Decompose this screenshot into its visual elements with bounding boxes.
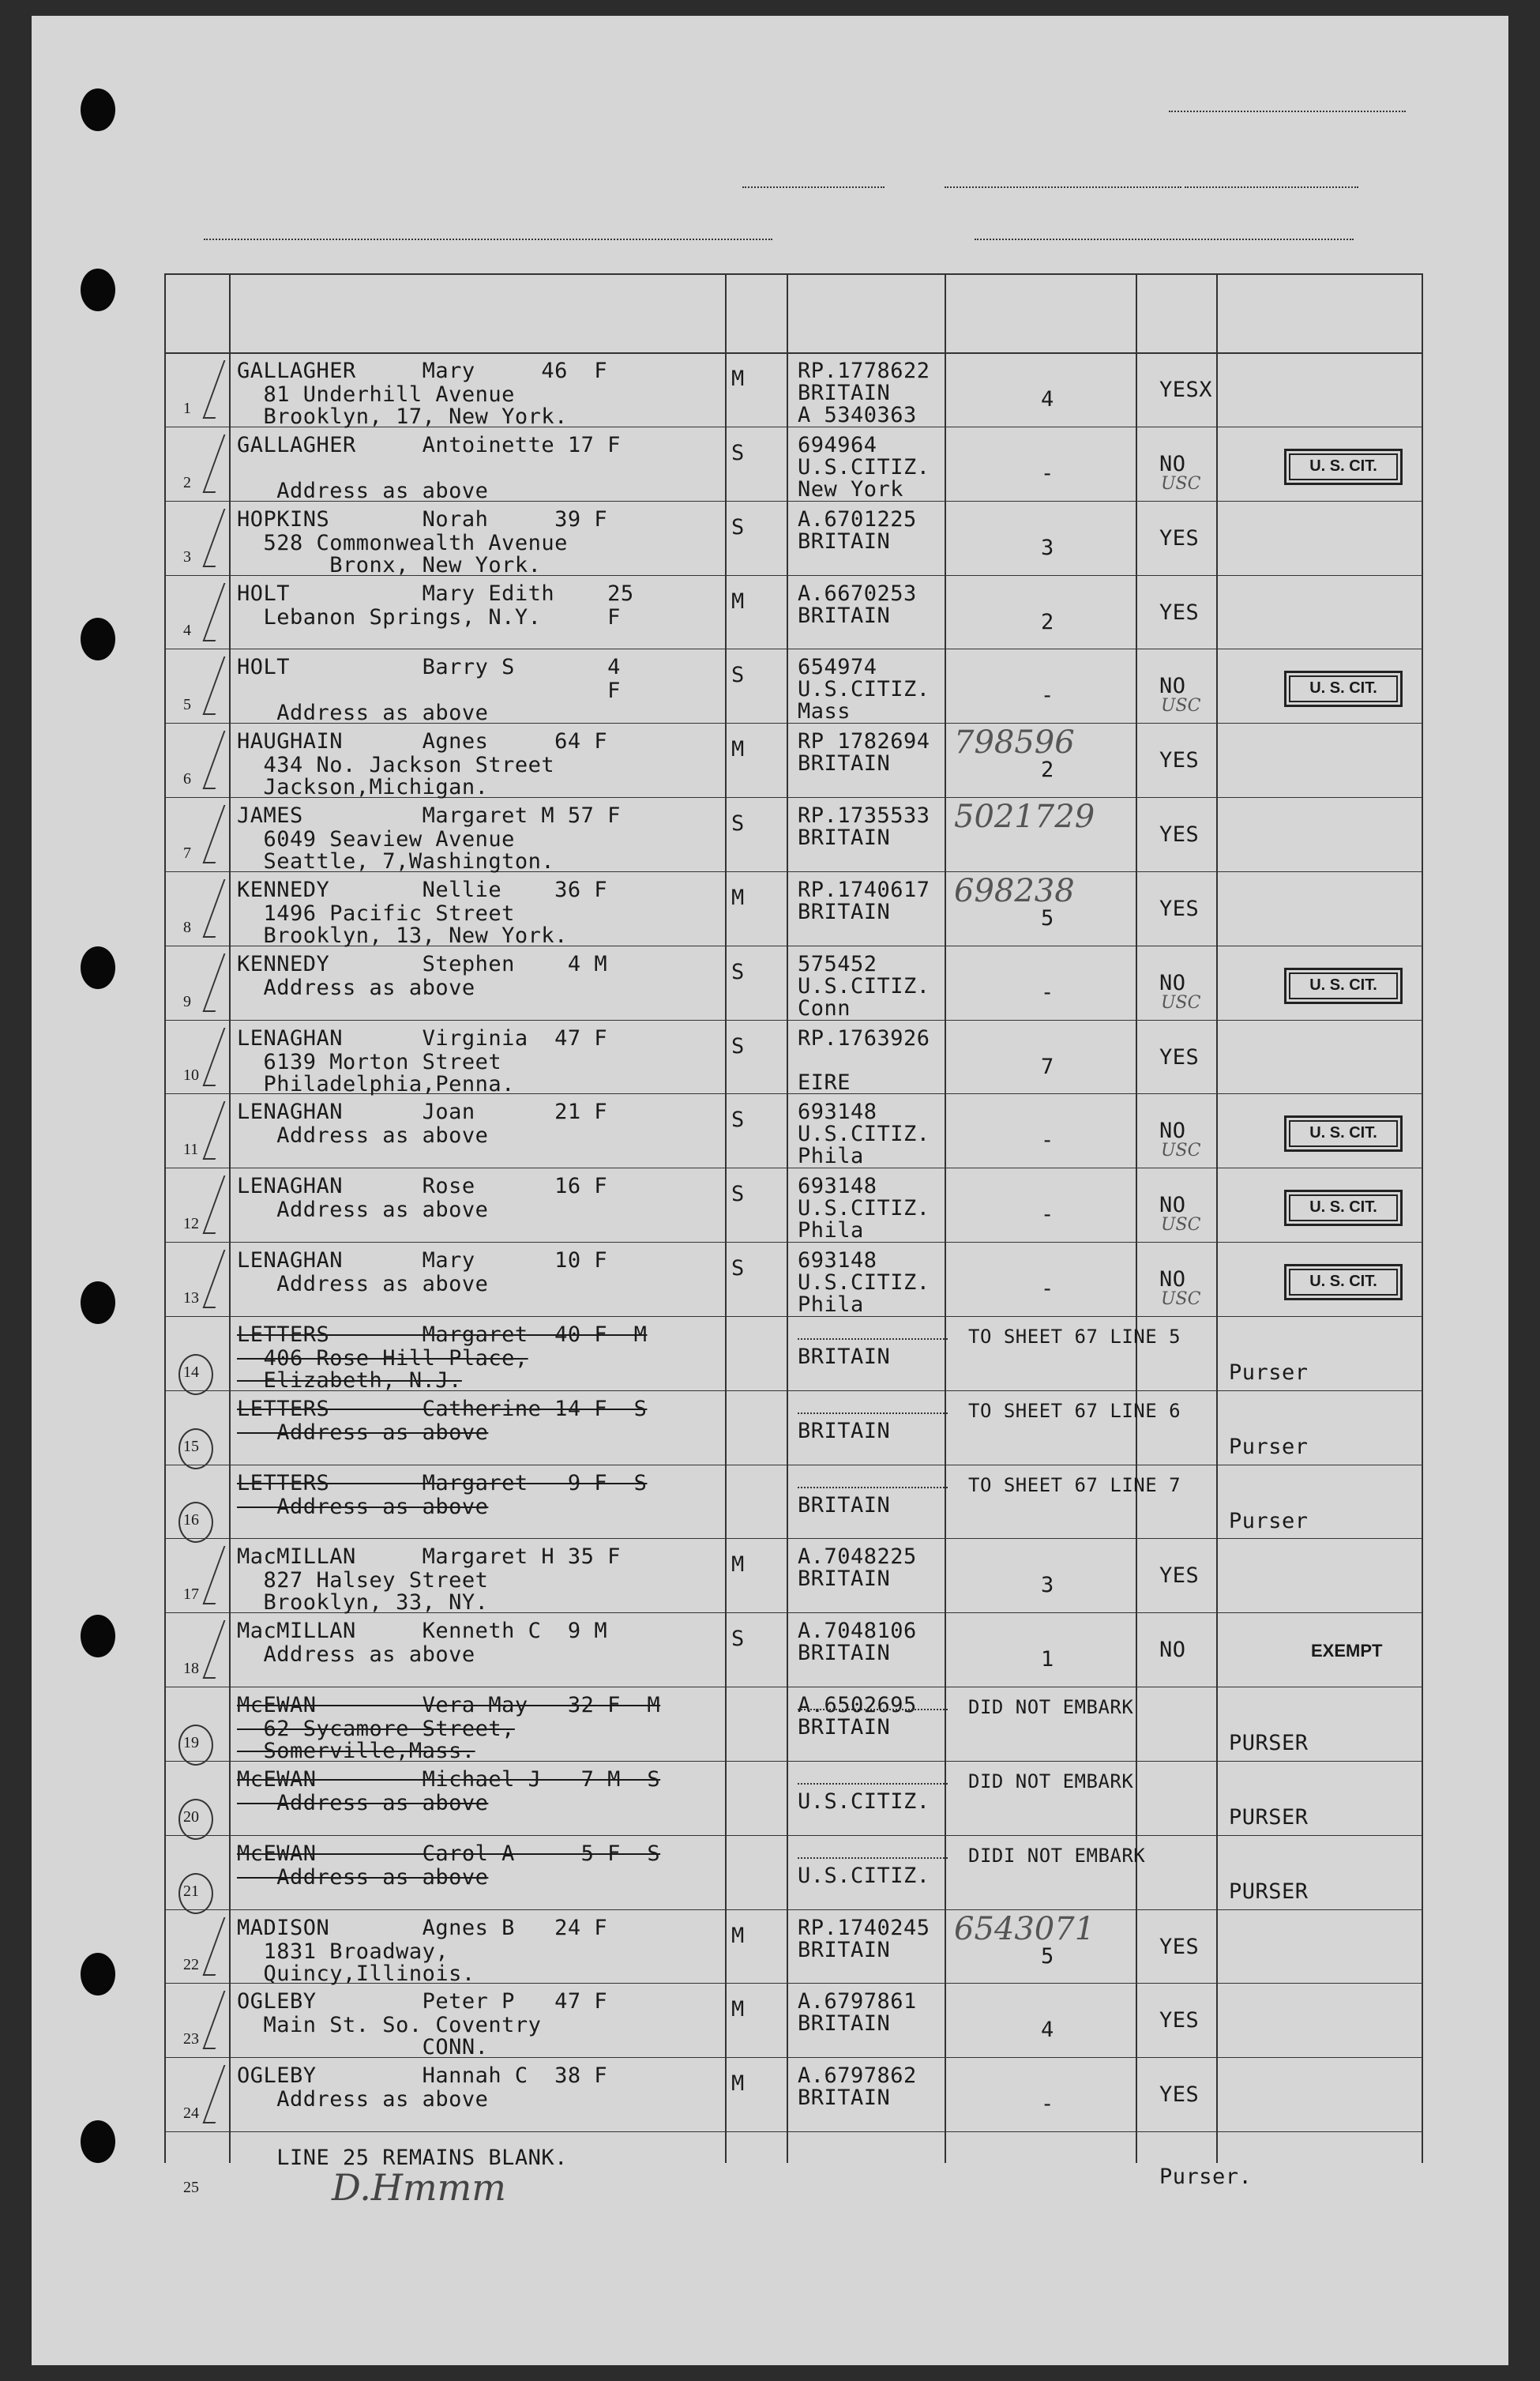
nationality: BRITAIN <box>798 603 891 628</box>
baggage: 5 <box>1041 905 1054 931</box>
passenger-name: GALLAGHER Antoinette 17 F <box>237 432 621 457</box>
line-number: 3 <box>183 547 191 566</box>
row-rule <box>164 1909 1422 1910</box>
binder-hole <box>81 1615 115 1657</box>
head-tax: YES <box>1159 2082 1200 2108</box>
passenger-name: JAMES Margaret M 57 F <box>237 803 621 828</box>
binder-hole <box>81 1281 115 1324</box>
line-number: 14 <box>183 1363 199 1381</box>
passenger-name: OGLEBY Hannah C 38 F <box>237 2063 608 2089</box>
passenger-address: Lebanon Springs, N.Y. F <box>237 604 621 630</box>
strike-dots <box>798 1857 948 1859</box>
baggage: - <box>1041 683 1054 709</box>
row-rule <box>164 1316 1422 1317</box>
passenger-address: Address as above <box>237 1642 475 1668</box>
head-tax: NO <box>1159 970 1186 995</box>
baggage: 3 <box>1041 535 1054 560</box>
passenger-address: 62 Sycamore Street, <box>237 1717 515 1741</box>
line-number: 2 <box>183 473 191 491</box>
column-rule <box>725 273 727 2163</box>
nationality: BRITAIN <box>798 1937 891 1962</box>
baggage: DIDI NOT EMBARK <box>968 1844 1146 1867</box>
marital-status: M <box>731 885 745 910</box>
strike-dots <box>798 1412 948 1414</box>
purser-note: Purser <box>1229 1508 1309 1533</box>
head-tax: YES <box>1159 525 1200 551</box>
baggage: - <box>1041 1202 1054 1228</box>
marital-status: S <box>731 1033 745 1059</box>
baggage: 7 <box>1041 1054 1054 1079</box>
passenger-address: Address as above <box>237 1123 489 1149</box>
column-rule <box>1216 273 1218 2163</box>
baggage: 4 <box>1041 387 1054 412</box>
passenger-name: LETTERS Margaret 9 F S <box>237 1470 648 1495</box>
handwritten-number: 6543071 <box>954 1910 1095 1947</box>
baggage: - <box>1041 2092 1054 2117</box>
passenger-address: 827 Halsey Street <box>237 1568 489 1593</box>
us-cit-stamp: U. S. CIT. <box>1284 671 1403 707</box>
nationality: BRITAIN <box>798 381 891 405</box>
marital-status: S <box>731 514 745 540</box>
table-top-rule <box>164 273 1422 275</box>
passenger-address: 81 Underhill Avenue <box>237 382 515 407</box>
travel-doc-number: RP.1735533 <box>798 803 930 828</box>
baggage: - <box>1041 461 1054 486</box>
column-rule <box>787 273 788 2163</box>
line-circle-mark <box>178 1502 213 1543</box>
binder-hole <box>81 269 115 311</box>
line-number: 5 <box>183 696 191 714</box>
passenger-name: MADISON Agnes B 24 F <box>237 1915 608 1940</box>
passenger-name: LENAGHAN Virginia 47 F <box>237 1025 608 1051</box>
travel-doc-number: 654974 <box>798 655 877 680</box>
passenger-address-2: Somerville,Mass. <box>237 1739 475 1763</box>
line-number: 6 <box>183 770 191 788</box>
baggage: 4 <box>1041 2018 1054 2043</box>
row-rule <box>164 1538 1422 1539</box>
marital-status: S <box>731 811 745 836</box>
column-rule <box>229 273 231 2163</box>
nationality-detail: EIRE <box>798 1070 851 1095</box>
marital-status: S <box>731 1256 745 1281</box>
passenger-name: McEWAN Michael J 7 M S <box>237 1766 661 1792</box>
travel-doc-number: A.7048225 <box>798 1544 917 1570</box>
nationality: BRITAIN <box>798 826 891 850</box>
head-tax: YES <box>1159 896 1200 921</box>
purser-note: PURSER <box>1229 1731 1309 1755</box>
passenger-name: LENAGHAN Joan 21 F <box>237 1100 608 1125</box>
travel-doc-number: RP.1778622 <box>798 359 930 383</box>
passenger-name: OGLEBY Peter P 47 F <box>237 1989 608 2014</box>
baggage: - <box>1041 1277 1054 1301</box>
travel-doc-number: A.6502695 <box>798 1693 917 1717</box>
purser-note: PURSER <box>1229 1879 1309 1904</box>
head-tax: YES <box>1159 1934 1200 1959</box>
binder-hole <box>81 1953 115 1995</box>
strike-dots <box>798 1487 948 1488</box>
passenger-address-2: Philadelphia,Penna. <box>237 1071 515 1096</box>
passenger-address-2: Brooklyn, 33, NY. <box>237 1590 489 1616</box>
binder-hole <box>81 946 115 989</box>
strike-dots <box>798 1709 948 1710</box>
head-tax: NO <box>1159 1193 1186 1218</box>
passenger-name: HOPKINS Norah 39 F <box>237 506 608 532</box>
baggage: TO SHEET 67 LINE 5 <box>968 1325 1181 1348</box>
column-rule <box>164 273 166 2163</box>
us-cit-stamp: U. S. CIT. <box>1284 1190 1403 1226</box>
head-tax: YESX <box>1159 378 1213 402</box>
us-cit-stamp: U. S. CIT. <box>1284 449 1403 485</box>
header-rule <box>164 352 1422 354</box>
binder-hole <box>81 2120 115 2163</box>
nationality: BRITAIN <box>798 2086 891 2111</box>
marital-status: M <box>731 2071 745 2097</box>
travel-doc-number: RP.1740617 <box>798 877 930 902</box>
strike-dots <box>798 1338 948 1340</box>
nationality: BRITAIN <box>798 528 891 554</box>
line-circle-mark <box>178 1725 213 1766</box>
nationality: BRITAIN <box>798 899 891 924</box>
marital-status: M <box>731 737 745 762</box>
passenger-address-2: Quincy,Illinois. <box>237 1961 475 1986</box>
nationality: BRITAIN <box>798 1418 891 1443</box>
passenger-name: HAUGHAIN Agnes 64 F <box>237 729 608 754</box>
head-tax: YES <box>1159 2008 1200 2033</box>
passenger-address: 6049 Seaview Avenue <box>237 827 515 852</box>
travel-doc-number: RP 1782694 <box>798 729 930 754</box>
passenger-address: Main St. So. Coventry <box>237 2013 542 2038</box>
passenger-name: LENAGHAN Rose 16 F <box>237 1174 608 1199</box>
passenger-name: HOLT Barry S 4 <box>237 655 621 680</box>
passenger-address-2: CONN. <box>237 2035 489 2060</box>
passenger-address: Address as above <box>237 2087 489 2112</box>
passenger-name: McEWAN Vera May 32 F M <box>237 1693 661 1717</box>
us-cit-stamp: U. S. CIT. <box>1284 968 1403 1004</box>
baggage: TO SHEET 67 LINE 7 <box>968 1473 1181 1496</box>
passenger-name: KENNEDY Stephen 4 M <box>237 951 608 976</box>
baggage: DID NOT EMBARK <box>968 1696 1134 1718</box>
usc-note: USC <box>1161 1289 1201 1309</box>
nationality: U.S.CITIZ. <box>798 973 930 999</box>
head-tax: NO <box>1159 674 1186 699</box>
passenger-name: McEWAN Carol A 5 F S <box>237 1841 661 1866</box>
line-number: 15 <box>183 1437 199 1455</box>
travel-doc-number: 575452 <box>798 951 877 976</box>
marital-status: M <box>731 1552 745 1578</box>
baggage: 2 <box>1041 609 1054 634</box>
passenger-address: 1831 Broadway, <box>237 1939 449 1964</box>
nationality: U.S.CITIZ. <box>798 1122 930 1147</box>
marital-status: S <box>731 959 745 984</box>
baggage: 5 <box>1041 1943 1054 1969</box>
baggage: 3 <box>1041 1573 1054 1598</box>
line-number: 17 <box>183 1585 199 1604</box>
travel-doc-number: A.6701225 <box>798 506 917 532</box>
handwritten-number: 5021729 <box>954 799 1095 835</box>
nationality-detail: Phila <box>798 1292 864 1317</box>
passenger-address-2: Brooklyn, 17, New York. <box>237 404 568 429</box>
travel-doc-number: A.6670253 <box>798 581 917 606</box>
line-number: 1 <box>183 399 191 417</box>
line-number: 16 <box>183 1511 199 1529</box>
line-number: 19 <box>183 1733 199 1751</box>
column-rule <box>945 273 946 2163</box>
passenger-address: Address as above <box>237 1198 489 1223</box>
nationality: U.S.CITIZ. <box>798 677 930 702</box>
line-number: 18 <box>183 1660 199 1677</box>
passenger-address: 6139 Morton Street <box>237 1049 502 1074</box>
baggage: - <box>1041 1128 1054 1153</box>
line-circle-mark <box>178 1873 213 1914</box>
row-rule <box>164 2131 1422 2132</box>
passenger-address: Address as above <box>237 975 475 1000</box>
passenger-name: MacMILLAN Margaret H 35 F <box>237 1544 621 1570</box>
travel-doc-number: 694964 <box>798 432 877 457</box>
passenger-address-2: Address as above <box>237 701 489 726</box>
marital-status: M <box>731 589 745 614</box>
binder-hole <box>81 618 115 660</box>
passenger-name: MacMILLAN Kenneth C 9 M <box>237 1619 608 1644</box>
nationality-detail: Mass <box>798 699 851 724</box>
passenger-address: Address as above <box>237 1494 489 1519</box>
us-cit-stamp: U. S. CIT. <box>1284 1264 1403 1300</box>
nationality-detail: New York <box>798 476 904 502</box>
travel-doc-number: 693148 <box>798 1100 877 1125</box>
usc-note: USC <box>1161 473 1201 494</box>
passenger-address: 1496 Pacific Street <box>237 901 515 926</box>
travel-doc-number: A.7048106 <box>798 1619 917 1644</box>
nationality: BRITAIN <box>798 1567 891 1592</box>
baggage: 1 <box>1041 1647 1054 1672</box>
head-tax: Purser. <box>1159 2165 1253 2189</box>
passenger-address-2: Bronx, New York. <box>237 552 542 577</box>
marital-status: M <box>731 1923 745 1948</box>
travel-doc-number: RP.1740245 <box>798 1915 930 1940</box>
nationality-detail: Phila <box>798 1218 864 1243</box>
nationality: BRITAIN <box>798 1715 891 1740</box>
line-number: 13 <box>183 1288 199 1307</box>
passenger-name: LENAGHAN Mary 10 F <box>237 1248 608 1273</box>
travel-doc-number: A.6797862 <box>798 2063 917 2089</box>
head-tax: YES <box>1159 822 1200 847</box>
binder-hole <box>81 88 115 131</box>
line-number: 10 <box>183 1066 199 1085</box>
usc-note: USC <box>1161 992 1201 1013</box>
travel-doc-number: 693148 <box>798 1248 877 1273</box>
passenger-address: Address as above <box>237 1864 489 1890</box>
passenger-address: Address as above <box>237 1272 489 1296</box>
handwritten-number: 698238 <box>954 872 1075 909</box>
us-cit-stamp: U. S. CIT. <box>1284 1115 1403 1152</box>
passenger-address-2: Address as above <box>237 478 489 503</box>
handwritten-number: 798596 <box>954 724 1075 762</box>
passenger-address: 406 Rose Hill Place, <box>237 1345 528 1371</box>
nationality: BRITAIN <box>798 1492 891 1518</box>
marital-status: S <box>731 1108 745 1133</box>
line-circle-mark <box>178 1428 213 1469</box>
passenger-address: F <box>237 679 621 704</box>
purser-note: PURSER <box>1229 1804 1309 1830</box>
row-rule <box>164 1020 1422 1021</box>
passenger-name: LINE 25 REMAINS BLANK. <box>237 2146 568 2170</box>
line-number: 21 <box>183 1882 199 1900</box>
baggage: - <box>1041 980 1054 1005</box>
line-number: 12 <box>183 1215 199 1232</box>
marital-status: S <box>731 663 745 688</box>
head-tax: YES <box>1159 1044 1200 1070</box>
travel-doc-number: RP.1763926 <box>798 1025 930 1051</box>
line-number: 11 <box>183 1141 199 1159</box>
inspector-signature: D.Hmmm <box>332 2166 506 2209</box>
usc-note: USC <box>1161 1141 1201 1161</box>
nationality: U.S.CITIZ. <box>798 1270 930 1295</box>
nationality: U.S.CITIZ. <box>798 1196 930 1221</box>
travel-doc-number: A.6797861 <box>798 1989 917 2014</box>
nationality: U.S.CITIZ. <box>798 454 930 480</box>
passenger-name: GALLAGHER Mary 46 F <box>237 359 608 383</box>
passenger-address: Address as above <box>237 1790 489 1815</box>
head-tax: YES <box>1159 600 1200 625</box>
baggage: DID NOT EMBARK <box>968 1770 1134 1792</box>
line-number: 9 <box>183 992 191 1010</box>
row-rule <box>164 1242 1422 1243</box>
passenger-name: LETTERS Catherine 14 F S <box>237 1396 648 1421</box>
strike-dots <box>798 1783 948 1785</box>
marital-status: S <box>731 1627 745 1652</box>
head-tax: YES <box>1159 1563 1200 1589</box>
usc-note: USC <box>1161 1215 1201 1236</box>
line-number: 8 <box>183 918 191 936</box>
line-circle-mark <box>178 1354 213 1395</box>
nationality: U.S.CITIZ. <box>798 1863 930 1888</box>
exempt-stamp: EXEMPT <box>1311 1641 1383 1661</box>
row-rule <box>164 1835 1422 1836</box>
baggage: TO SHEET 67 LINE 6 <box>968 1399 1181 1422</box>
head-tax: YES <box>1159 748 1200 773</box>
marital-status: M <box>731 367 745 391</box>
nationality: BRITAIN <box>798 1344 891 1369</box>
passenger-address: 434 No. Jackson Street <box>237 753 555 778</box>
line-number: 4 <box>183 622 191 640</box>
passenger-address: 528 Commonwealth Avenue <box>237 530 568 555</box>
head-tax: NO <box>1159 1267 1186 1292</box>
marital-status: M <box>731 1997 745 2022</box>
marital-status: S <box>731 440 745 465</box>
passenger-name: LETTERS Margaret 40 F M <box>237 1322 648 1347</box>
nationality: BRITAIN <box>798 2011 891 2037</box>
nationality: U.S.CITIZ. <box>798 1789 930 1814</box>
nationality: BRITAIN <box>798 751 891 777</box>
nationality: BRITAIN <box>798 1641 891 1666</box>
line-number: 20 <box>183 1807 199 1826</box>
passenger-address-2: Seattle, 7,Washington. <box>237 849 555 874</box>
head-tax: NO <box>1159 1638 1186 1663</box>
marital-status: S <box>731 1182 745 1207</box>
travel-doc-number: 693148 <box>798 1174 877 1199</box>
line-number: 22 <box>183 1956 199 1974</box>
baggage: 2 <box>1041 758 1054 783</box>
nationality-detail: A 5340363 <box>798 403 917 427</box>
line-number: 25 <box>183 2178 199 2196</box>
line-number: 7 <box>183 844 191 862</box>
purser-note: Purser <box>1229 1434 1309 1459</box>
head-tax: NO <box>1159 451 1186 476</box>
passenger-name: KENNEDY Nellie 36 F <box>237 877 608 902</box>
passenger-address: Address as above <box>237 1420 489 1445</box>
column-rule <box>1422 273 1423 2163</box>
passenger-address-2: Elizabeth, N.J. <box>237 1367 462 1393</box>
head-tax: NO <box>1159 1119 1186 1144</box>
line-circle-mark <box>178 1799 213 1840</box>
column-rule <box>1136 273 1137 2163</box>
passenger-address-2: Brooklyn, 13, New York. <box>237 923 568 948</box>
usc-note: USC <box>1161 696 1201 717</box>
nationality-detail: Conn <box>798 995 851 1021</box>
passenger-address-2: Jackson,Michigan. <box>237 775 489 800</box>
nationality-detail: Phila <box>798 1144 864 1169</box>
line-number: 24 <box>183 2105 199 2122</box>
purser-note: Purser <box>1229 1360 1309 1385</box>
passenger-name: HOLT Mary Edith 25 <box>237 581 634 606</box>
line-number: 23 <box>183 2030 199 2048</box>
